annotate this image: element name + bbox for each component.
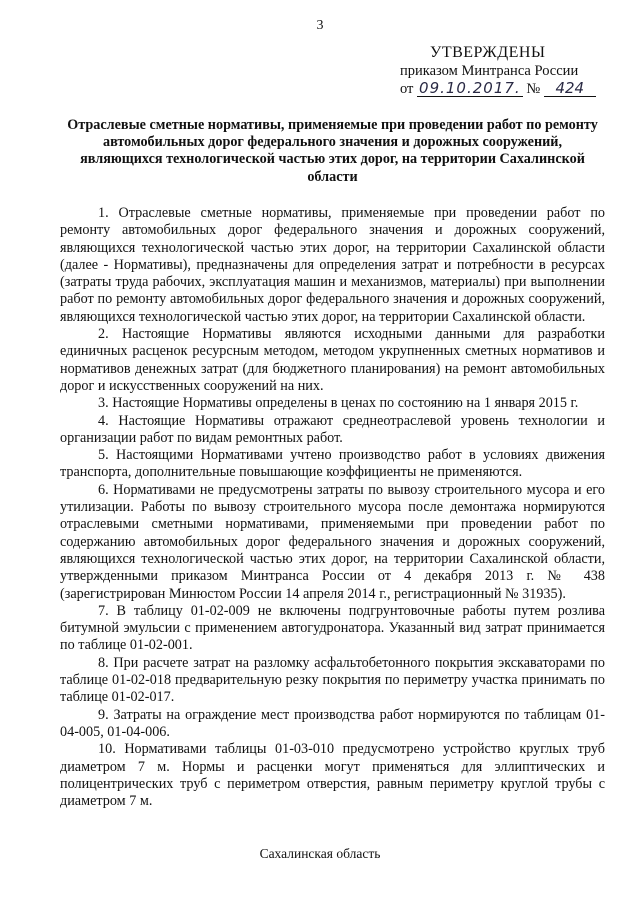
approval-heading: УТВЕРЖДЕНЫ (430, 44, 546, 61)
document-title: Отраслевые сметные нормативы, применяемые при проведении работ по ремонту автомобильных дорог федерального значения и дорожных сооружений, являющихся технологической частью этих дорог, на территории Сахалинской области (67, 117, 598, 185)
paragraph: 5. Настоящими Нормативами учтено производство работ в условиях движения транспорта, дополнительные повышающие коэффициенты не применяются. (60, 447, 605, 481)
handwritten-number: 424 (544, 80, 596, 97)
date-label: от (400, 81, 414, 97)
paragraph: 1. Отраслевые сметные нормативы, применяемые при проведении работ по ремонту автомобильных дорог федерального значения и дорожных сооружений, являющихся технологической частью этих дорог, на территории Сахалинской области (далее - Нормативы), предназначены для определения затрат и потребности в ресурсах (затраты труда рабочих, эксплуатация машин и механизмов, материалы) при выполнении работ по ремонту автомобильных дорог федерального значения и дорожных сооружений, являющихся технологической частью этих дорог, на территории Сахалинской области. (60, 205, 605, 325)
page-footer: Сахалинская область (259, 846, 381, 861)
paragraph: 9. Затраты на ограждение мест производства работ нормируются по таблицам 01-04-005, 01-04-006. (60, 706, 605, 740)
page-number: 3 (316, 18, 324, 33)
number-label: № (526, 81, 541, 97)
paragraph: 6. Нормативами не предусмотрены затраты по вывозу строительного мусора и его утилизации. Работы по вывозу строительного мусора после демонтажа нормируются отраслевыми сметными нормативами, применяемыми при проведении работ по содержанию автомобильных дорог федерального значения и дорожных сооружений, являющихся технологической частью этих дорог, на территории Сахалинской области, утвержденными приказом Минтранса России от 4 декабря 2013 г. № 438 (зарегистрирован Минюстом России 14 апреля 2014 г., регистрационный № 31935). (60, 481, 605, 602)
document-body (60, 205, 605, 810)
paragraph: 10. Нормативами таблицы 01-03-010 предусмотрено устройство круглых труб диаметром 7 м. Нормы и расценки могут применяться для эллиптических и полицентрических труб с периметром отверстия, равным периметру круглой трубы с диаметром 7 м. (60, 741, 605, 810)
paragraph: 7. В таблицу 01-02-009 не включены подгрунтовочные работы путем розлива битумной эмульсии с применением автогудронатора. Указанный вид затрат принимается по таблице 01-02-001. (60, 602, 605, 654)
paragraph: 8. При расчете затрат на разломку асфальтобетонного покрытия экскаваторами по таблице 01-02-018 предварительную резку покрытия по периметру участка принимать по таблице 01-02-017. (60, 654, 605, 706)
paragraph: 2. Настоящие Нормативы являются исходными данными для разработки единичных расценок ресурсным методом, методом укрупненных сметных нормативов и нормативов денежных затрат (для бюджетного планирования) на ремонт автомобильных дорог и искусственных сооружений на них. (60, 326, 605, 394)
handwritten-date: 09.10.2017. (419, 79, 521, 97)
approval-order-source: приказом Минтранса России (400, 63, 579, 79)
paragraph: 4. Настоящие Нормативы отражают среднеотраслевой уровень технологии и организации работ по видам ремонтных работ. (60, 412, 605, 446)
approval-block (400, 44, 620, 98)
approval-order-line (400, 80, 620, 98)
paragraph: 3. Настоящие Нормативы определены в ценах по состоянию на 1 января 2015 г. (98, 395, 579, 412)
